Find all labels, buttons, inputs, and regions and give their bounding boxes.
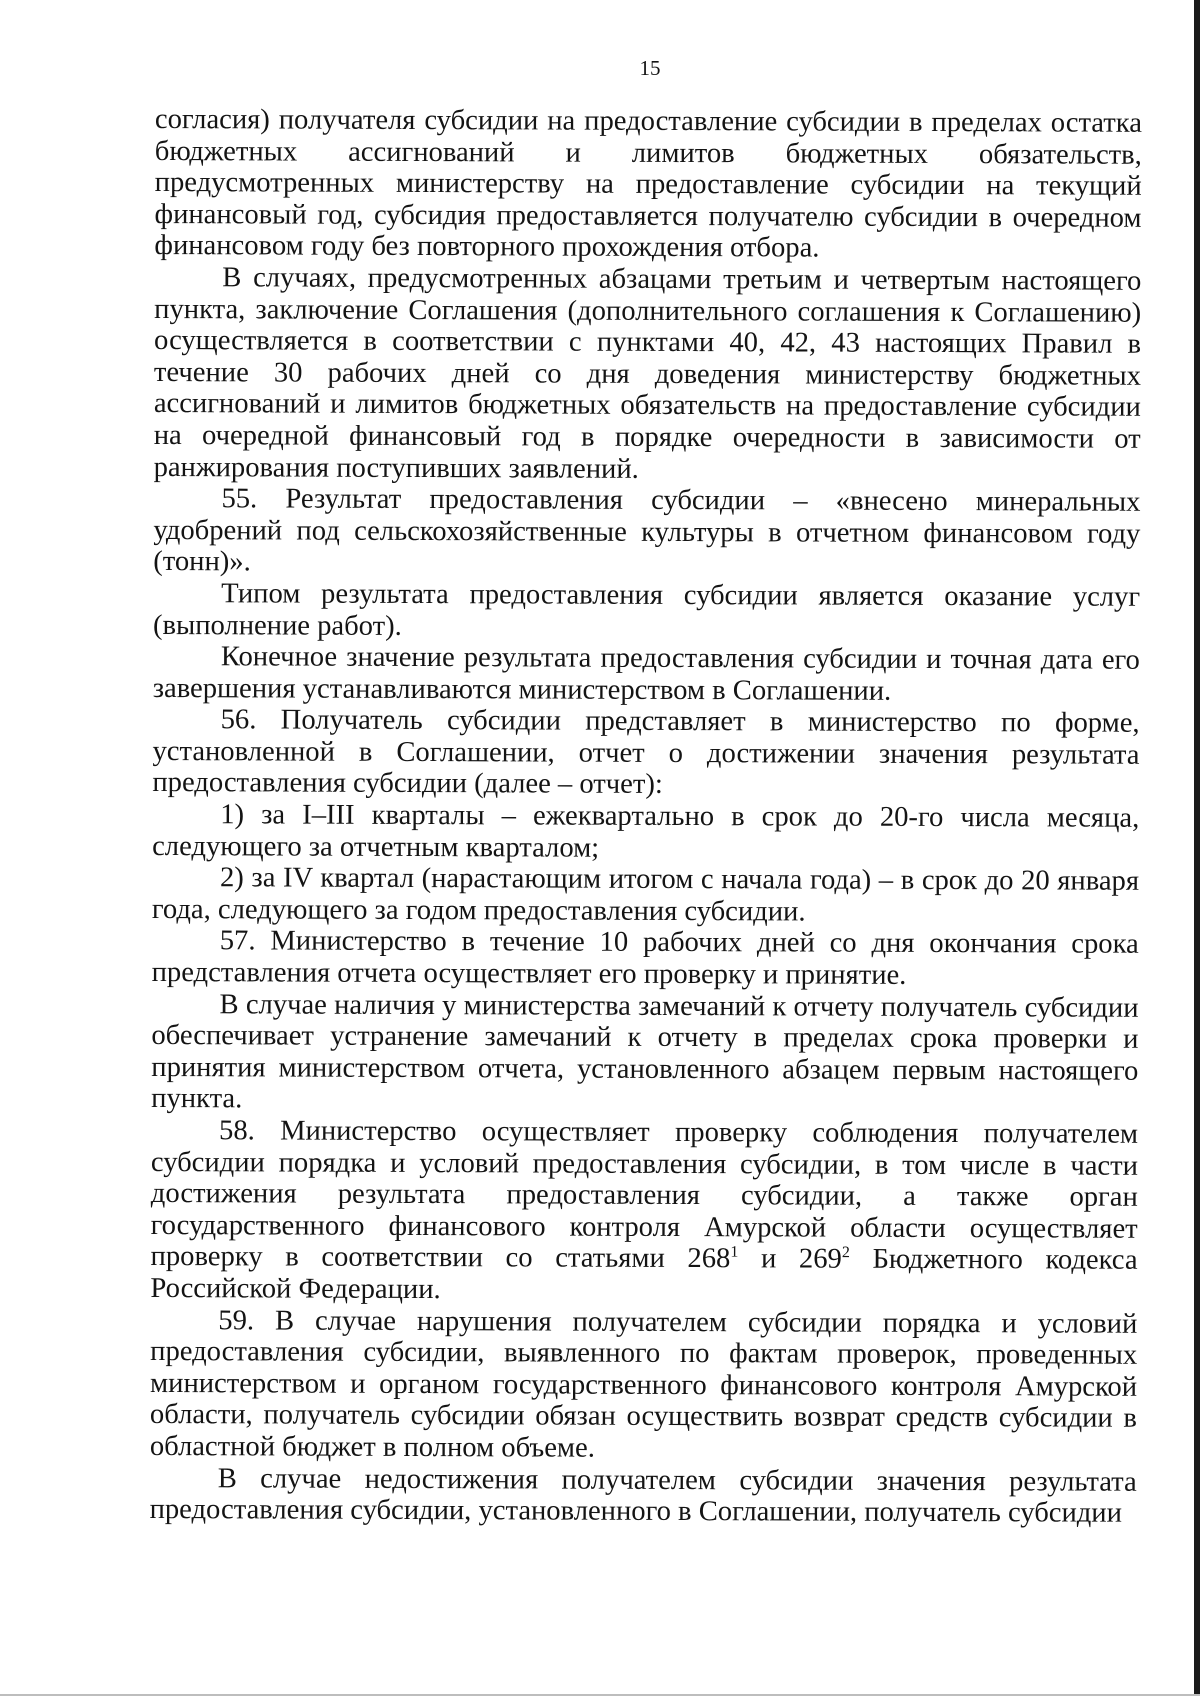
paragraph-continuation: согласия) получателя субсидии на предоставление субсидии в пределах остатка бюджетных ассигнований и лимитов бюджетных обязательств, предусмотренных министерству на предоставление субсидии на текущий финансовый год, субсидия предоставляется получателю субсидии в очередном финансовом году без повторного прохождения отбора. xyxy=(154,104,1142,264)
page-number: 15 xyxy=(639,56,661,80)
paragraph-56-item-1: 1) за I–III кварталы – ежеквартально в срок до 20-го числа месяца, следующего за отчетным кварталом; xyxy=(152,799,1140,864)
paragraph-55: 55. Результат предоставления субсидии – «внесено минеральных удобрений под сельскохозяйственные культуры в отчетном финансовом году (тонн)». xyxy=(153,483,1141,578)
paragraph-56-item-2: 2) за IV квартал (нарастающим итогом с начала года) – в срок до 20 января года, следующего за годом предоставления субсидии. xyxy=(151,862,1140,928)
paragraph-59: 59. В случае нарушения получателем субсидии порядка и условий предоставления субсидии, выявленного по фактам проверок, проведенных министерством и органом государственного финансового контроля Амурской области, получатель субсидии обязан осуществить возврат средств субсидии в областной бюджет в полном объеме. xyxy=(149,1304,1138,1464)
paragraph-non-achievement: В случае недостижения получателем субсидии значения результата предоставления субсидии, установленного в Соглашении, получатель субсидии xyxy=(149,1462,1137,1529)
superscript-2: 2 xyxy=(841,1244,850,1262)
paragraph-58 xyxy=(150,1115,1138,1308)
paragraph-57: 57. Министерство в течение 10 рабочих дней со дня окончания срока представления отчета осуществляет его проверку и принятие. xyxy=(151,925,1139,991)
paragraph-58-part-1: 58. Министерство осуществляет проверку соблюдения получателем субсидии порядка и условий предоставления субсидии, в том числе в части достижения результата предоставления субсидии, а также орган государственного финансового контроля Амурской области осуществляет проверку в соответствии со статьями 268 xyxy=(150,1115,1139,1275)
paragraph-56: 56. Получатель субсидии представляет в министерство по форме, установленной в Соглашении, отчет о достижении значения результата предоставления субсидии (далее – отчет): xyxy=(152,704,1140,801)
paragraph-result-type: Типом результата предоставления субсидии является оказание услуг (выполнение работ). xyxy=(152,578,1141,642)
paragraph-58-part-3: Бюджетного кодекса Российской Федерации. xyxy=(150,1244,1138,1306)
paragraph-remarks: В случае наличия у министерства замечаний к отчету получатель субсидии обеспечивает устранение замечаний к отчету в пределах срока проверки и принятия министерством отчета, установленного абзацем первым настоящего пункта. xyxy=(151,988,1139,1115)
body-text xyxy=(150,104,1142,1529)
superscript-1: 1 xyxy=(730,1244,739,1262)
paragraph-final-value: Конечное значение результата предоставления субсидии и точная дата его завершения устанавливаются министерством в Соглашении. xyxy=(152,641,1140,707)
paragraph-cases: В случаях, предусмотренных абзацами третьим и четвертым настоящего пункта, заключение Соглашения (дополнительного соглашения к Соглашению) осуществляется в соответствии с пунктами 40, 42, 43 настоящих Правил в течение 30 рабочих дней со дня доведения министерству бюджетных ассигнований и лимитов бюджетных обязательств на предоставление субсидии на очередной финансовый год в порядке очередности в зависимости от ранжирования поступивших заявлений. xyxy=(153,262,1142,485)
scan-edge-right xyxy=(1194,0,1200,1696)
paragraph-58-part-2: и 269 xyxy=(738,1243,842,1276)
